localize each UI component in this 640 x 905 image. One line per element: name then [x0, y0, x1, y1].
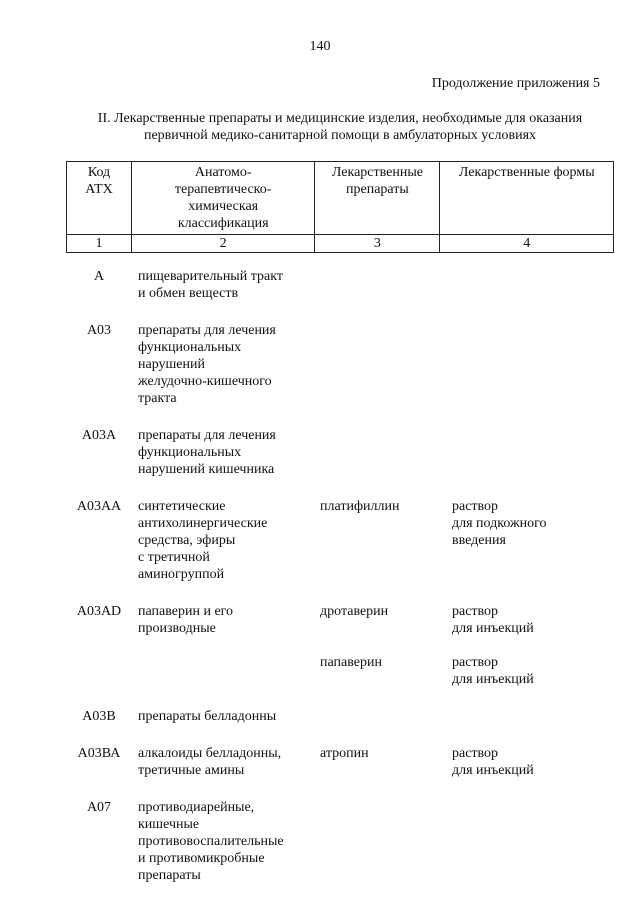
classification-line: желудочно-кишечного: [138, 374, 272, 389]
header-classification: [132, 162, 315, 235]
classification-line: пищеварительный тракт: [138, 269, 283, 284]
header-text: терапевтическо-: [174, 182, 272, 197]
table-row: [66, 498, 614, 583]
dosage-forms: [452, 498, 612, 583]
dosage-form-line: для подкожного: [452, 516, 547, 531]
dosage-forms: [452, 603, 612, 688]
drug-name: платифиллин: [320, 499, 400, 514]
classification-line: и противомикробные: [138, 851, 265, 866]
drug-names: [320, 745, 452, 779]
classification-line: папаверин и его: [138, 604, 234, 619]
drug-names: [320, 799, 452, 884]
dosage-form-line: раствор: [452, 604, 499, 619]
dosage-form-line: для инъекций: [452, 672, 534, 687]
dosage-forms: [452, 745, 612, 779]
table-row: [66, 745, 614, 779]
classification-line: тракта: [138, 391, 177, 406]
dosage-form-line: раствор: [452, 746, 499, 761]
table-row: [66, 708, 614, 725]
drug-name: дротаверин: [320, 604, 389, 619]
table-body: [66, 268, 614, 904]
column-number: 1: [67, 235, 132, 253]
classification-line: препараты: [138, 868, 201, 883]
dosage-form-line: для инъекций: [452, 763, 534, 778]
drug-names: [320, 322, 452, 407]
table-row: [66, 322, 614, 407]
classification: [132, 799, 320, 884]
classification: [132, 498, 320, 583]
header-text: Анатомо-: [194, 165, 252, 180]
classification-line: алкалоиды белладонны,: [138, 746, 282, 761]
column-number: 3: [315, 235, 440, 253]
drug-name: папаверин: [320, 655, 382, 670]
header-text: химическая: [188, 199, 259, 214]
classification-line: препараты для лечения: [138, 323, 276, 338]
classification-line: и обмен веществ: [138, 286, 239, 301]
classification-line: третичные амины: [138, 763, 245, 778]
header-text: Код: [87, 165, 111, 180]
classification-line: нарушений кишечника: [138, 462, 275, 477]
dosage-form: [452, 654, 612, 688]
classification: [132, 427, 320, 478]
page-number: 140: [309, 39, 331, 54]
classification-line: противодиарейные,: [138, 800, 255, 815]
appendix-continuation: Продолжение приложения 5: [431, 76, 600, 91]
classification-line: функциональных: [138, 340, 242, 355]
section-title-line: первичной медико-санитарной помощи в амбулаторных условиях: [143, 128, 537, 143]
classification-line: кишечные: [138, 817, 200, 832]
classification-line: средства, эфиры: [138, 533, 236, 548]
drug-names: [320, 427, 452, 478]
drug-name: атропин: [320, 746, 369, 761]
classification: [132, 745, 320, 779]
table-row: [66, 268, 614, 302]
column-number: 2: [132, 235, 315, 253]
dosage-forms: [452, 799, 612, 884]
drug-names: [320, 498, 452, 583]
dosage-form-line: введения: [452, 533, 506, 548]
section-title: [60, 110, 620, 144]
classification-line: препараты белладонны: [138, 709, 277, 724]
section-title-line: II. Лекарственные препараты и медицинские изделия, необходимые для оказания: [97, 111, 583, 126]
classification: [132, 603, 320, 688]
drug-names: [320, 708, 452, 725]
dosage-forms: [452, 427, 612, 478]
atc-code: А03В: [82, 709, 116, 724]
header-text: препараты: [346, 182, 409, 197]
atc-code: А03А: [81, 428, 117, 443]
atc-code: А03AD: [76, 604, 122, 619]
classification: [132, 268, 320, 302]
atc-code: А03АА: [76, 499, 122, 514]
header-atc-code: [67, 162, 132, 235]
classification-line: препараты для лечения: [138, 428, 276, 443]
classification-line: антихолинергические: [138, 516, 268, 531]
atc-code: А03: [86, 323, 112, 338]
table-row: [66, 427, 614, 478]
header-text: Лекарственные формы: [458, 165, 595, 180]
table-row: [66, 799, 614, 884]
dosage-form-line: раствор: [452, 499, 499, 514]
header-text: классификация: [177, 216, 269, 231]
classification-line: с третичной: [138, 550, 210, 565]
classification-line: противовоспалительные: [138, 834, 284, 849]
atc-code: А07: [86, 800, 112, 815]
classification-line: нарушений: [138, 357, 205, 372]
header-drugs: [315, 162, 440, 235]
classification-line: функциональных: [138, 445, 242, 460]
dosage-form: [452, 498, 612, 549]
dosage-forms: [452, 268, 612, 302]
classification-line: аминогруппой: [138, 567, 225, 582]
table-row: [66, 603, 614, 688]
dosage-form-line: для инъекций: [452, 621, 534, 636]
header-text: Лекарственные: [331, 165, 423, 180]
table-header: [66, 161, 614, 253]
drug-names: [320, 603, 452, 688]
header-forms: [440, 162, 614, 235]
column-number: 4: [440, 235, 614, 253]
dosage-forms: [452, 708, 612, 725]
header-text: АТХ: [85, 182, 113, 197]
dosage-form-line: раствор: [452, 655, 499, 670]
dosage-form: [452, 745, 612, 779]
drug-names: [320, 268, 452, 302]
atc-code: А: [93, 269, 105, 284]
classification: [132, 708, 320, 725]
classification: [132, 322, 320, 407]
classification-line: производные: [138, 621, 216, 636]
dosage-forms: [452, 322, 612, 407]
classification-line: синтетические: [138, 499, 226, 514]
atc-code: А03ВА: [77, 746, 121, 761]
dosage-form: [452, 603, 612, 637]
